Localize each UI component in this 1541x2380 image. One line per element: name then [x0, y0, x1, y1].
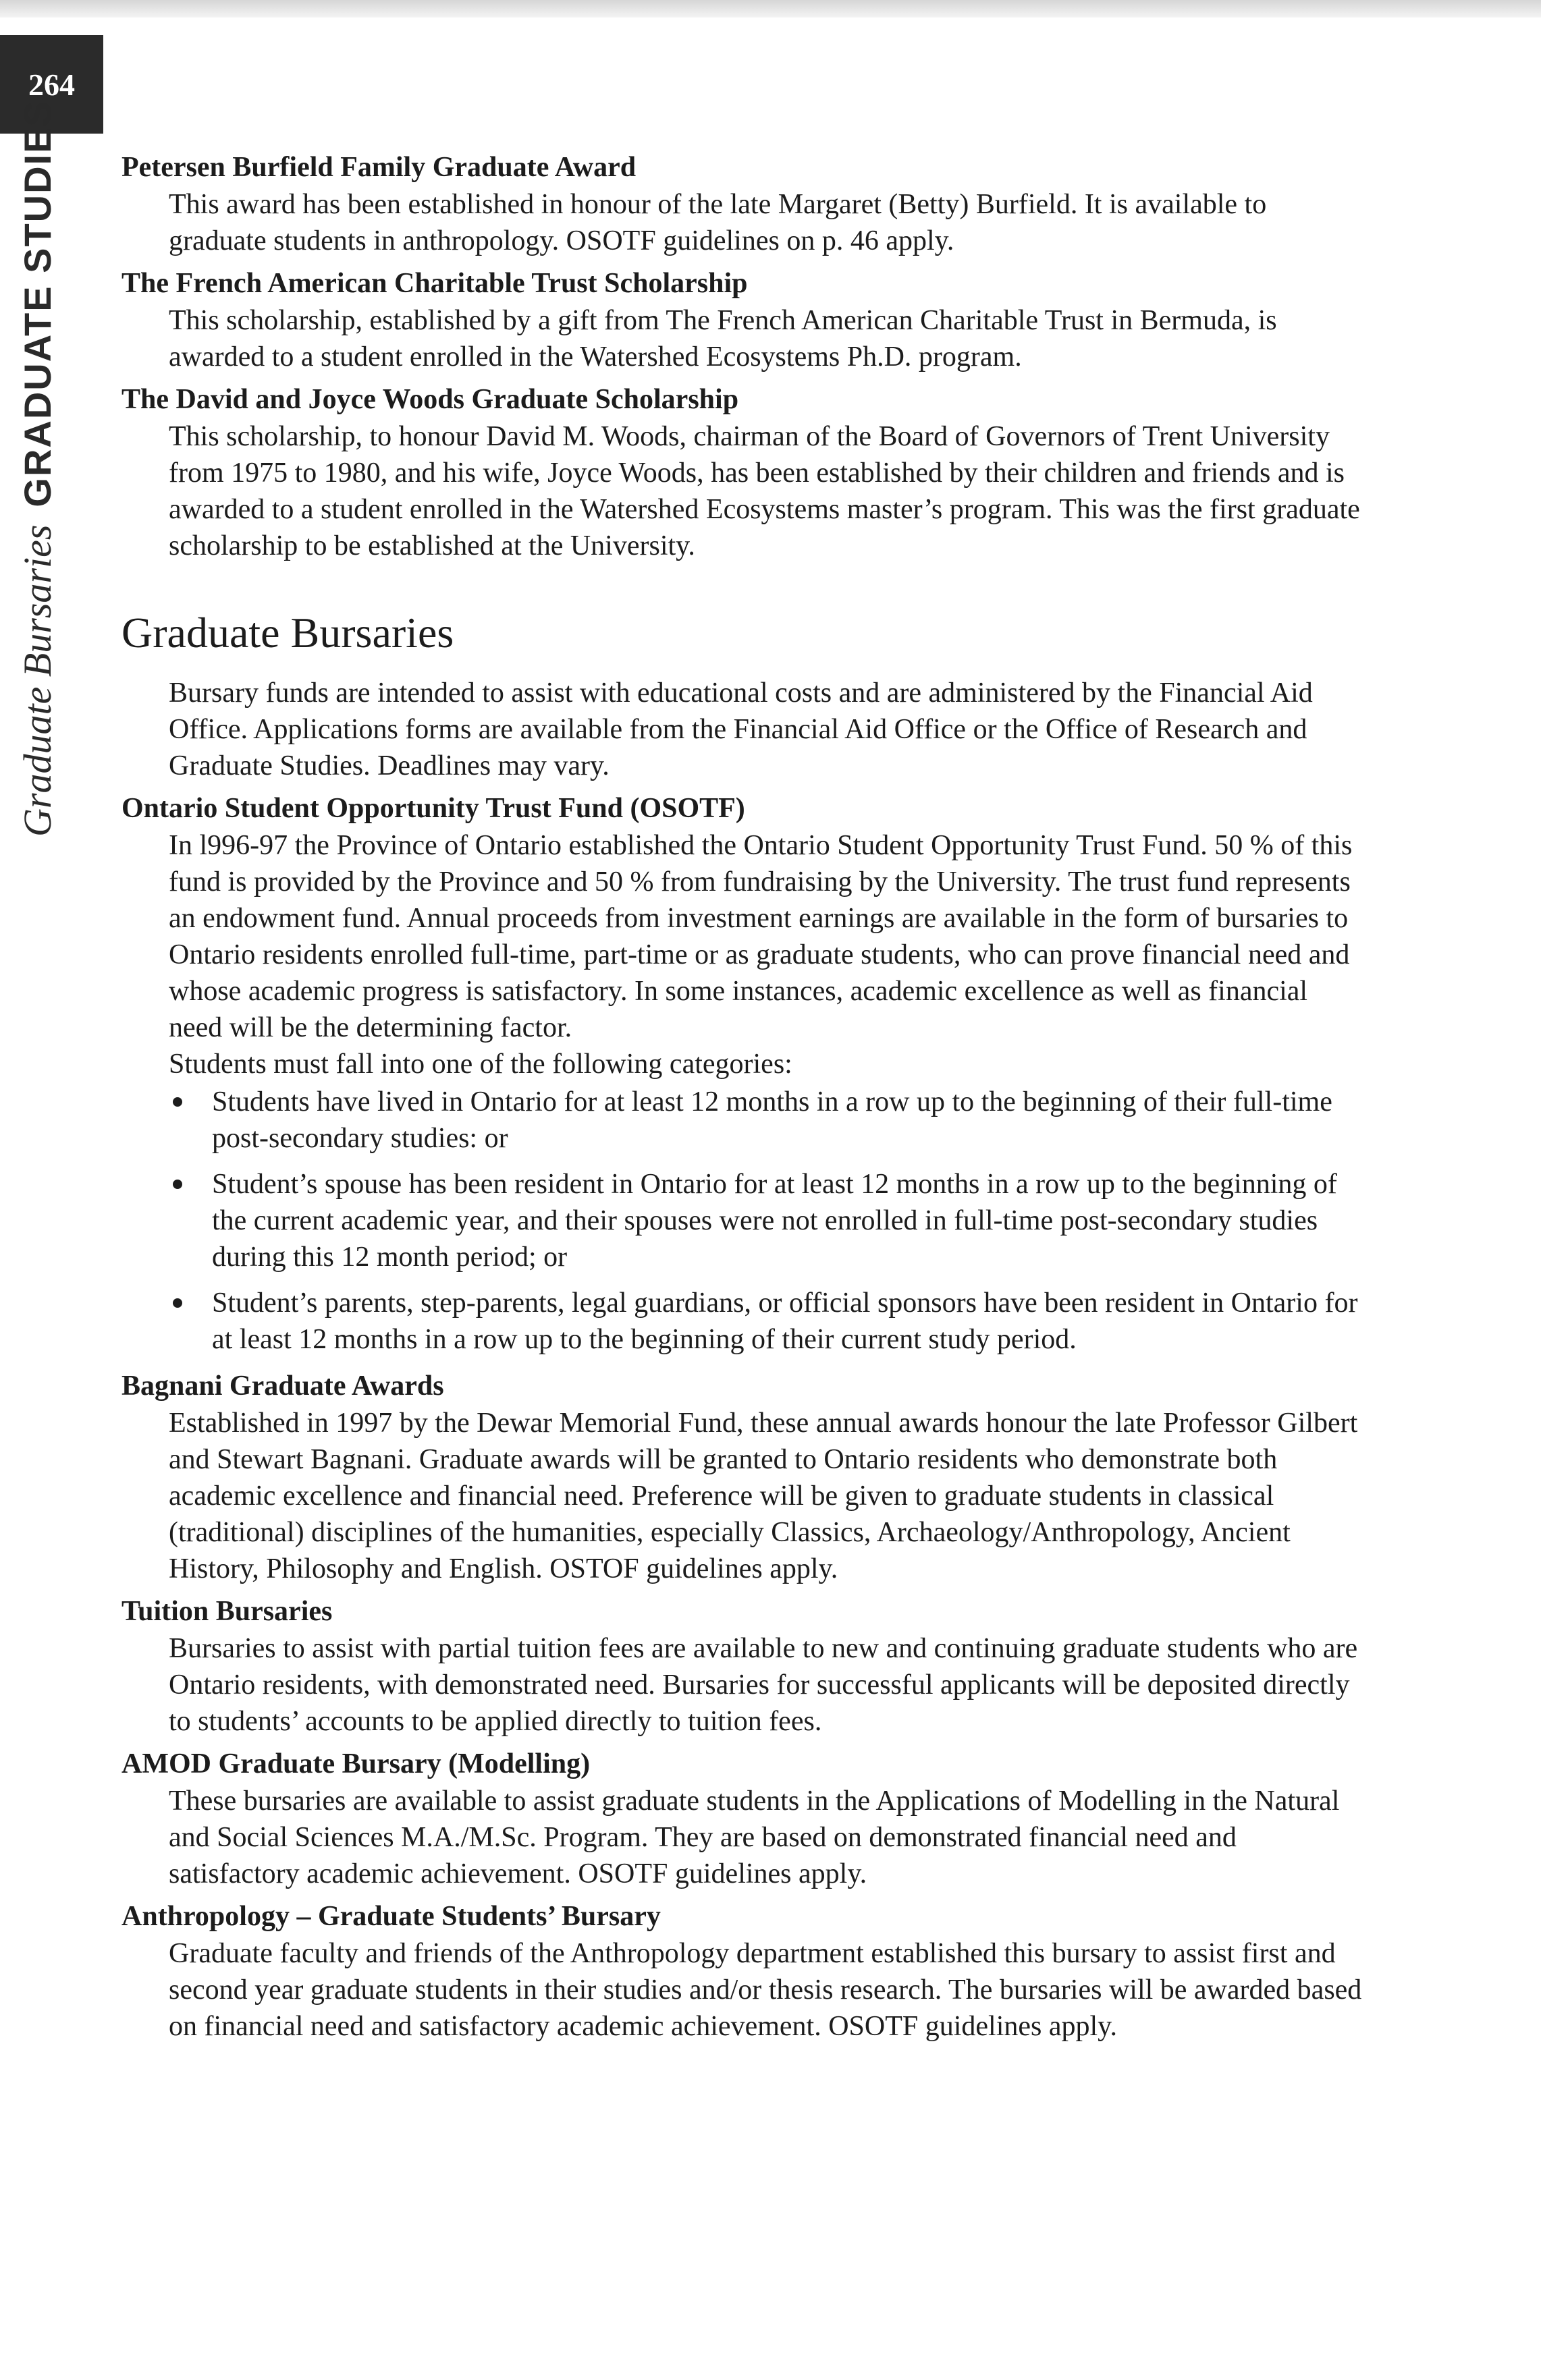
bullet-icon: [173, 1097, 182, 1107]
award-title: The David and Joyce Woods Graduate Scholarship: [121, 384, 739, 415]
page-content: [121, 148, 1363, 2050]
bursary-title: Ontario Student Opportunity Trust Fund (OSOTF): [121, 793, 745, 824]
category-item: [169, 1285, 1363, 1358]
category-list: [121, 1084, 1363, 1358]
side-tab-section: Graduate Bursaries: [15, 524, 59, 837]
category-item: [169, 1084, 1363, 1157]
bursary-description: These bursaries are available to assist graduate students in the Applications of Modelling in the Natural and Social Sciences M.A./M.Sc. Program. They are based on demonstrated financial need and satisfactory academic achievement. OSOTF guidelines apply.: [169, 1786, 1340, 1889]
bursary-entry: [121, 1898, 1363, 2045]
award-entry: [121, 381, 1363, 564]
bursary-entry: [121, 790, 1363, 1358]
category-text: Students have lived in Ontario for at least 12 months in a row up to the beginning of their full-time post-secondary studies: or: [212, 1086, 1332, 1154]
bursary-title: Anthropology – Graduate Students’ Bursary: [121, 1901, 661, 1932]
bursary-description: In l996-97 the Province of Ontario established the Ontario Student Opportunity Trust Fund. 50 % of this fund is provided by the Province and 50 % from fundraising by the University. The trust fund represents an endowment fund. Annual proceeds from investment earnings are available in the form of bursaries to Ontario residents enrolled full-time, part-time or as graduate students, who can prove financial need and whose academic progress is satisfactory. In some instances, academic excellence as well as financial need will be the determining factor.: [169, 830, 1353, 1043]
bursary-description: Established in 1997 by the Dewar Memorial Fund, these annual awards honour the late Professor Gilbert and Stewart Bagnani. Graduate awards will be granted to Ontario residents who demonstrate both academic excellence and financial need. Preference will be given to graduate students in classical (traditional) disciplines of the humanities, especially Classics, Archaeology/Anthropology, Ancient History, Philosophy and English. OSTOF guidelines apply.: [169, 1408, 1358, 1584]
bursary-title: Bagnani Graduate Awards: [121, 1371, 444, 1402]
award-description: This award has been established in honour of the late Margaret (Betty) Burfield. It is available to graduate students in anthropology. OSOTF guidelines on p. 46 apply.: [169, 189, 1267, 256]
bullet-icon: [173, 1180, 182, 1189]
section-intro: Bursary funds are intended to assist with educational costs and are administered by the Financial Aid Office. Applications forms are available from the Financial Aid Office or the Office of Research and Graduate Studies. Deadlines may vary.: [169, 677, 1313, 781]
side-tab: [7, 100, 67, 837]
bursary-entry: [121, 1367, 1363, 1587]
category-item: [169, 1166, 1363, 1275]
award-title: Petersen Burfield Family Graduate Award: [121, 152, 637, 183]
bursary-title: AMOD Graduate Bursary (Modelling): [121, 1748, 591, 1779]
bursary-entry: [121, 1593, 1363, 1740]
bursary-entry: [121, 1745, 1363, 1892]
categories-intro: Students must fall into one of the following categories:: [169, 1049, 792, 1080]
section-heading: Graduate Bursaries: [121, 609, 454, 657]
category-text: Student’s parents, step-parents, legal guardians, or official sponsors have been resident in Ontario for at least 12 months in a row up to the beginning of their current study period.: [212, 1288, 1358, 1355]
award-description: This scholarship, established by a gift from The French American Charitable Trust in Bermuda, is awarded to a student enrolled in the Watershed Ecosystems Ph.D. program.: [169, 305, 1277, 372]
category-text: Student’s spouse has been resident in Ontario for at least 12 months in a row up to the beginning of the current academic year, and their spouses were not enrolled in full-time post-secondary studies during this 12 month period; or: [212, 1169, 1337, 1273]
award-entry: [121, 265, 1363, 375]
award-entry: [121, 148, 1363, 259]
page-number-text: 264: [28, 67, 75, 102]
side-tab-chapter: GRADUATE STUDIES: [16, 100, 59, 507]
bullet-icon: [173, 1298, 182, 1308]
award-title: The French American Charitable Trust Scholarship: [121, 268, 748, 299]
award-description: This scholarship, to honour David M. Woods, chairman of the Board of Governors of Trent University from 1975 to 1980, and his wife, Joyce Woods, has been established by their children and friends and is awarded to a student enrolled in the Watershed Ecosystems master’s program. This was the first graduate scholarship to be established at the University.: [169, 421, 1360, 561]
bursary-description: Bursaries to assist with partial tuition fees are available to new and continuing graduate students who are Ontario residents, with demonstrated need. Bursaries for successful applicants will be deposited directly to students’ accounts to be applied directly to tuition fees.: [169, 1633, 1358, 1737]
bursary-title: Tuition Bursaries: [121, 1596, 333, 1627]
scan-top-band: [0, 0, 1541, 18]
bursary-description: Graduate faculty and friends of the Anthropology department established this bursary to assist first and second year graduate students in their studies and/or thesis research. The bursaries will be awarded based on financial need and satisfactory academic achievement. OSOTF guidelines apply.: [169, 1938, 1362, 2042]
